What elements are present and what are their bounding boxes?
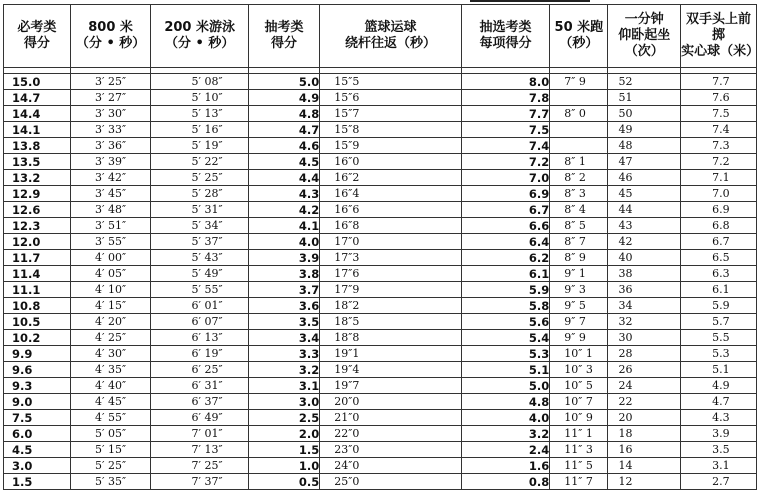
table-cell: 4′ 15″ <box>70 298 151 314</box>
table-cell: 5′ 16″ <box>151 122 248 138</box>
table-cell: 5′ 43″ <box>151 250 248 266</box>
table-cell: 51 <box>608 90 681 106</box>
table-cell: 8″ 4 <box>550 202 608 218</box>
table-cell: 15″7 <box>320 106 462 122</box>
table-cell: 3.1 <box>248 378 319 394</box>
header-label-line: 50 米跑 <box>554 20 604 35</box>
table-cell: 7.4 <box>681 122 757 138</box>
table-cell: 4.2 <box>248 202 319 218</box>
table-cell: 22 <box>608 394 681 410</box>
table-row <box>4 378 757 394</box>
table-cell: 7.5 <box>681 106 757 122</box>
table-cell: 10″ 7 <box>550 394 608 410</box>
table-cell: 24 <box>608 378 681 394</box>
header-label-line: 每项得分 <box>479 36 532 51</box>
table-cell: 49 <box>608 122 681 138</box>
table-cell: 3.2 <box>461 426 549 442</box>
table-cell: 4.3 <box>681 410 757 426</box>
header-200m-swim <box>151 5 248 68</box>
table-cell: 4′ 40″ <box>70 378 151 394</box>
table-cell: 7′ 13″ <box>151 442 248 458</box>
table-cell: 6.8 <box>681 218 757 234</box>
table-cell: 4.7 <box>248 122 319 138</box>
table-cell: 4.5 <box>4 442 71 458</box>
table-cell: 11″ 3 <box>550 442 608 458</box>
table-cell: 0.8 <box>461 474 549 490</box>
table-cell: 28 <box>608 346 681 362</box>
table-cell: 3′ 25″ <box>70 74 151 90</box>
header-label-line: 必考类 <box>17 20 57 35</box>
table-cell: 5.0 <box>461 378 549 394</box>
table-cell: 6′ 25″ <box>151 362 248 378</box>
table-row <box>4 266 757 282</box>
table-cell: 15″6 <box>320 90 462 106</box>
table-cell: 7′ 37″ <box>151 474 248 490</box>
table-cell: 9.0 <box>4 394 71 410</box>
table-cell: 18 <box>608 426 681 442</box>
header-situps <box>608 5 681 68</box>
table-cell: 4.0 <box>461 410 549 426</box>
header-elective-score <box>461 5 549 68</box>
header-medicine-ball <box>681 5 760 68</box>
table-cell: 11.4 <box>4 266 71 282</box>
table-cell: 3.4 <box>248 330 319 346</box>
table-cell: 16 <box>608 442 681 458</box>
table-cell: 24″0 <box>320 458 462 474</box>
table-cell: 7.5 <box>4 410 71 426</box>
table-cell: 13.8 <box>4 138 71 154</box>
table-cell: 6.2 <box>461 250 549 266</box>
table-cell: 1.6 <box>461 458 549 474</box>
table-cell: 45 <box>608 186 681 202</box>
table-cell: 8″ 3 <box>550 186 608 202</box>
table-cell: 34 <box>608 298 681 314</box>
table-cell: 4.1 <box>248 218 319 234</box>
table-cell: 12.9 <box>4 186 71 202</box>
table-cell: 4.8 <box>461 394 549 410</box>
table-cell: 6.9 <box>461 186 549 202</box>
table-cell: 4′ 25″ <box>70 330 151 346</box>
table-cell: 10.5 <box>4 314 71 330</box>
table-row <box>4 282 757 298</box>
header-label-line: 800 米 <box>88 20 133 35</box>
table-cell: 14.4 <box>4 106 71 122</box>
table-cell: 12.3 <box>4 218 71 234</box>
table-cell: 2.0 <box>248 426 319 442</box>
table-cell: 6′ 07″ <box>151 314 248 330</box>
table-cell: 4′ 00″ <box>70 250 151 266</box>
table-cell: 19″7 <box>320 378 462 394</box>
table-row <box>4 250 757 266</box>
table-cell: 5′ 34″ <box>151 218 248 234</box>
table-cell: 12.6 <box>4 202 71 218</box>
header-label-line: 双手头上前掷 <box>686 12 752 43</box>
table-cell: 4′ 35″ <box>70 362 151 378</box>
table-cell: 1.5 <box>4 474 71 490</box>
table-cell: 6′ 31″ <box>151 378 248 394</box>
header-label-line: （分 • 秒） <box>164 36 235 51</box>
table-cell: 9″ 7 <box>550 314 608 330</box>
table-cell: 4′ 10″ <box>70 282 151 298</box>
table-cell: 18″2 <box>320 298 462 314</box>
table-cell: 10″ 9 <box>550 410 608 426</box>
table-cell: 25″0 <box>320 474 462 490</box>
table-cell: 4′ 45″ <box>70 394 151 410</box>
table-cell: 52 <box>608 74 681 90</box>
table-cell: 15.0 <box>4 74 71 90</box>
table-cell: 3.3 <box>248 346 319 362</box>
table-cell: 3.9 <box>248 250 319 266</box>
table-cell: 16″0 <box>320 154 462 170</box>
table-cell: 6.9 <box>681 202 757 218</box>
table-cell: 7.0 <box>461 170 549 186</box>
table-row <box>4 202 757 218</box>
table-cell: 40 <box>608 250 681 266</box>
table-cell: 4.0 <box>248 234 319 250</box>
table-row <box>4 218 757 234</box>
table-cell: 38 <box>608 266 681 282</box>
table-cell: 3.0 <box>4 458 71 474</box>
table-cell: 50 <box>608 106 681 122</box>
table-cell: 10.2 <box>4 330 71 346</box>
table-cell: 4.8 <box>248 106 319 122</box>
table-cell: 5′ 31″ <box>151 202 248 218</box>
table-cell: 5.3 <box>461 346 549 362</box>
table-cell: 7.7 <box>681 74 757 90</box>
table-cell: 2.5 <box>248 410 319 426</box>
table-cell: 11.1 <box>4 282 71 298</box>
table-row <box>4 74 757 90</box>
table-cell: 7′ 01″ <box>151 426 248 442</box>
table-cell <box>550 138 608 154</box>
table-cell: 5.4 <box>461 330 549 346</box>
table-cell: 7.1 <box>681 170 757 186</box>
table-row <box>4 362 757 378</box>
table-row <box>4 186 757 202</box>
table-cell: 20 <box>608 410 681 426</box>
table-cell: 7′ 25″ <box>151 458 248 474</box>
table-cell: 9.3 <box>4 378 71 394</box>
table-cell: 23″0 <box>320 442 462 458</box>
table-cell: 42 <box>608 234 681 250</box>
table-cell: 9″ 5 <box>550 298 608 314</box>
header-label-line: （分 • 秒） <box>75 36 146 51</box>
table-cell: 5.9 <box>461 282 549 298</box>
table-cell: 16″6 <box>320 202 462 218</box>
table-cell: 9″ 3 <box>550 282 608 298</box>
table-cell: 6.0 <box>4 426 71 442</box>
table-row <box>4 106 757 122</box>
table-cell: 7.6 <box>681 90 757 106</box>
table-cell: 8″ 7 <box>550 234 608 250</box>
header-label-line: 仰卧起坐 <box>618 28 671 43</box>
table-cell: 36 <box>608 282 681 298</box>
table-cell: 5′ 13″ <box>151 106 248 122</box>
table-cell: 1.0 <box>248 458 319 474</box>
table-cell: 6′ 49″ <box>151 410 248 426</box>
table-cell: 19″4 <box>320 362 462 378</box>
table-cell: 6.7 <box>681 234 757 250</box>
table-cell: 4.9 <box>248 90 319 106</box>
table-cell: 3′ 39″ <box>70 154 151 170</box>
table-row <box>4 314 757 330</box>
table-cell: 46 <box>608 170 681 186</box>
table-cell: 10″ 5 <box>550 378 608 394</box>
header-label-line: （秒） <box>559 36 599 51</box>
table-cell: 15″5 <box>320 74 462 90</box>
table-cell: 13.5 <box>4 154 71 170</box>
table-row <box>4 170 757 186</box>
table-cell: 9.9 <box>4 346 71 362</box>
table-cell: 5.0 <box>248 74 319 90</box>
table-cell: 6.6 <box>461 218 549 234</box>
header-label-line: 得分 <box>271 36 298 51</box>
table-cell: 3′ 51″ <box>70 218 151 234</box>
table-cell: 5′ 28″ <box>151 186 248 202</box>
table-row <box>4 234 757 250</box>
table-cell: 5.6 <box>461 314 549 330</box>
table-cell: 7.3 <box>681 138 757 154</box>
table-cell: 2.7 <box>681 474 757 490</box>
table-cell: 3.7 <box>248 282 319 298</box>
table-cell: 3.9 <box>681 426 757 442</box>
header-50m-run <box>550 5 608 68</box>
table-cell <box>550 122 608 138</box>
table-cell: 3′ 36″ <box>70 138 151 154</box>
table-cell: 4′ 55″ <box>70 410 151 426</box>
table-row <box>4 90 757 106</box>
table-cell: 16″8 <box>320 218 462 234</box>
table-cell: 15″9 <box>320 138 462 154</box>
table-cell: 5′ 55″ <box>151 282 248 298</box>
table-cell: 12 <box>608 474 681 490</box>
table-cell: 5′ 35″ <box>70 474 151 490</box>
table-cell: 4.9 <box>681 378 757 394</box>
table-cell: 5′ 08″ <box>151 74 248 90</box>
table-cell: 22″0 <box>320 426 462 442</box>
table-row <box>4 138 757 154</box>
table-cell: 3′ 48″ <box>70 202 151 218</box>
table-cell: 5.1 <box>461 362 549 378</box>
table-cell: 19″1 <box>320 346 462 362</box>
table-cell: 3′ 45″ <box>70 186 151 202</box>
table-cell: 3.8 <box>248 266 319 282</box>
header-label-line: 实心球（米） <box>681 44 760 59</box>
table-cell: 7.0 <box>681 186 757 202</box>
table-cell: 11″ 5 <box>550 458 608 474</box>
table-row <box>4 442 757 458</box>
table-cell: 4′ 05″ <box>70 266 151 282</box>
table-cell: 6′ 13″ <box>151 330 248 346</box>
table-cell: 44 <box>608 202 681 218</box>
table-cell: 9″ 9 <box>550 330 608 346</box>
table-cell: 5′ 25″ <box>70 458 151 474</box>
table-cell: 5.1 <box>681 362 757 378</box>
table-cell: 13.2 <box>4 170 71 186</box>
table-cell: 5.9 <box>681 298 757 314</box>
table-cell: 8.0 <box>461 74 549 90</box>
table-cell: 7.8 <box>461 90 549 106</box>
table-cell: 3′ 55″ <box>70 234 151 250</box>
header-sampled-score <box>248 5 319 68</box>
table-cell: 6.7 <box>461 202 549 218</box>
header-label-line: 绕杆往返（秒） <box>345 36 437 51</box>
header-required-score <box>4 5 71 68</box>
table-row <box>4 458 757 474</box>
table-cell: 11.7 <box>4 250 71 266</box>
table-cell: 47 <box>608 154 681 170</box>
table-row <box>4 298 757 314</box>
table-cell: 6′ 19″ <box>151 346 248 362</box>
table-cell: 12.0 <box>4 234 71 250</box>
table-cell: 3′ 30″ <box>70 106 151 122</box>
table-cell: 3′ 33″ <box>70 122 151 138</box>
table-cell: 16″4 <box>320 186 462 202</box>
header-label-line: 得分 <box>23 36 50 51</box>
table-cell: 20″0 <box>320 394 462 410</box>
table-cell: 43 <box>608 218 681 234</box>
table-cell <box>550 90 608 106</box>
table-cell: 10.8 <box>4 298 71 314</box>
table-cell: 9″ 1 <box>550 266 608 282</box>
table-cell: 32 <box>608 314 681 330</box>
table-cell: 17″6 <box>320 266 462 282</box>
table-cell: 5′ 10″ <box>151 90 248 106</box>
table-cell: 5′ 22″ <box>151 154 248 170</box>
table-cell: 9.6 <box>4 362 71 378</box>
table-body <box>4 68 757 490</box>
table-cell: 8″ 9 <box>550 250 608 266</box>
table-cell: 6.4 <box>461 234 549 250</box>
table-cell: 5′ 19″ <box>151 138 248 154</box>
table-cell: 15″8 <box>320 122 462 138</box>
table-cell: 5′ 37″ <box>151 234 248 250</box>
table-row <box>4 410 757 426</box>
header-label-line: 篮球运球 <box>364 20 417 35</box>
table-cell: 3′ 42″ <box>70 170 151 186</box>
table-cell: 7.2 <box>461 154 549 170</box>
table-cell: 14 <box>608 458 681 474</box>
header-label-line: 200 米游泳 <box>164 20 235 35</box>
table-row <box>4 346 757 362</box>
table-cell: 7.5 <box>461 122 549 138</box>
table-cell: 7.7 <box>461 106 549 122</box>
table-cell: 14.1 <box>4 122 71 138</box>
table-cell: 5′ 05″ <box>70 426 151 442</box>
table-cell: 17″0 <box>320 234 462 250</box>
table-cell: 7.4 <box>461 138 549 154</box>
header-label-line: （次） <box>624 44 664 59</box>
table-cell: 16″2 <box>320 170 462 186</box>
header-label-line: 一分钟 <box>624 12 664 27</box>
table-row <box>4 330 757 346</box>
table-cell: 6.1 <box>461 266 549 282</box>
table-cell: 3.5 <box>681 442 757 458</box>
table-cell: 10″ 1 <box>550 346 608 362</box>
table-cell: 4′ 20″ <box>70 314 151 330</box>
table-cell: 21″0 <box>320 410 462 426</box>
table-cell: 4.7 <box>681 394 757 410</box>
table-cell: 17″3 <box>320 250 462 266</box>
table-row <box>4 426 757 442</box>
table-cell: 10″ 3 <box>550 362 608 378</box>
table-cell: 18″8 <box>320 330 462 346</box>
table-cell: 4.3 <box>248 186 319 202</box>
table-cell: 4.5 <box>248 154 319 170</box>
table-cell: 3.1 <box>681 458 757 474</box>
table-cell: 3.5 <box>248 314 319 330</box>
table-cell: 3.0 <box>248 394 319 410</box>
table-cell: 1.5 <box>248 442 319 458</box>
table-cell: 14.7 <box>4 90 71 106</box>
header-basketball-dribble <box>320 5 462 68</box>
table-cell: 6.5 <box>681 250 757 266</box>
table-cell: 5.3 <box>681 346 757 362</box>
table-cell: 26 <box>608 362 681 378</box>
header-row <box>4 5 757 68</box>
table-cell: 18″5 <box>320 314 462 330</box>
table-cell: 6.1 <box>681 282 757 298</box>
header-label-line: 抽考类 <box>264 20 304 35</box>
table-cell: 6.3 <box>681 266 757 282</box>
table-cell: 3.2 <box>248 362 319 378</box>
table-cell: 5′ 15″ <box>70 442 151 458</box>
table-cell: 5.7 <box>681 314 757 330</box>
table-cell: 11″ 7 <box>550 474 608 490</box>
table-cell: 8″ 1 <box>550 154 608 170</box>
table-cell: 8″ 2 <box>550 170 608 186</box>
table-cell: 8″ 0 <box>550 106 608 122</box>
top-rule-line <box>470 0 590 2</box>
table-cell: 4′ 30″ <box>70 346 151 362</box>
header-800m <box>70 5 151 68</box>
table-cell: 3.6 <box>248 298 319 314</box>
table-row <box>4 154 757 170</box>
table-cell: 5.8 <box>461 298 549 314</box>
table-cell: 7″ 9 <box>550 74 608 90</box>
table-cell: 48 <box>608 138 681 154</box>
table-cell: 5′ 49″ <box>151 266 248 282</box>
table-cell: 6′ 37″ <box>151 394 248 410</box>
table-cell: 5.5 <box>681 330 757 346</box>
table-cell: 30 <box>608 330 681 346</box>
table-cell: 8″ 5 <box>550 218 608 234</box>
table-cell: 4.6 <box>248 138 319 154</box>
table-cell: 5′ 25″ <box>151 170 248 186</box>
table-row <box>4 474 757 490</box>
table-cell: 3′ 27″ <box>70 90 151 106</box>
header-label-line: 抽选考类 <box>479 20 532 35</box>
scoring-table <box>3 4 760 490</box>
table-cell: 0.5 <box>248 474 319 490</box>
table-row <box>4 394 757 410</box>
table-cell: 17″9 <box>320 282 462 298</box>
table-row <box>4 122 757 138</box>
table-cell: 2.4 <box>461 442 549 458</box>
table-cell: 11″ 1 <box>550 426 608 442</box>
table-cell: 7.2 <box>681 154 757 170</box>
table-cell: 4.4 <box>248 170 319 186</box>
table-cell: 6′ 01″ <box>151 298 248 314</box>
